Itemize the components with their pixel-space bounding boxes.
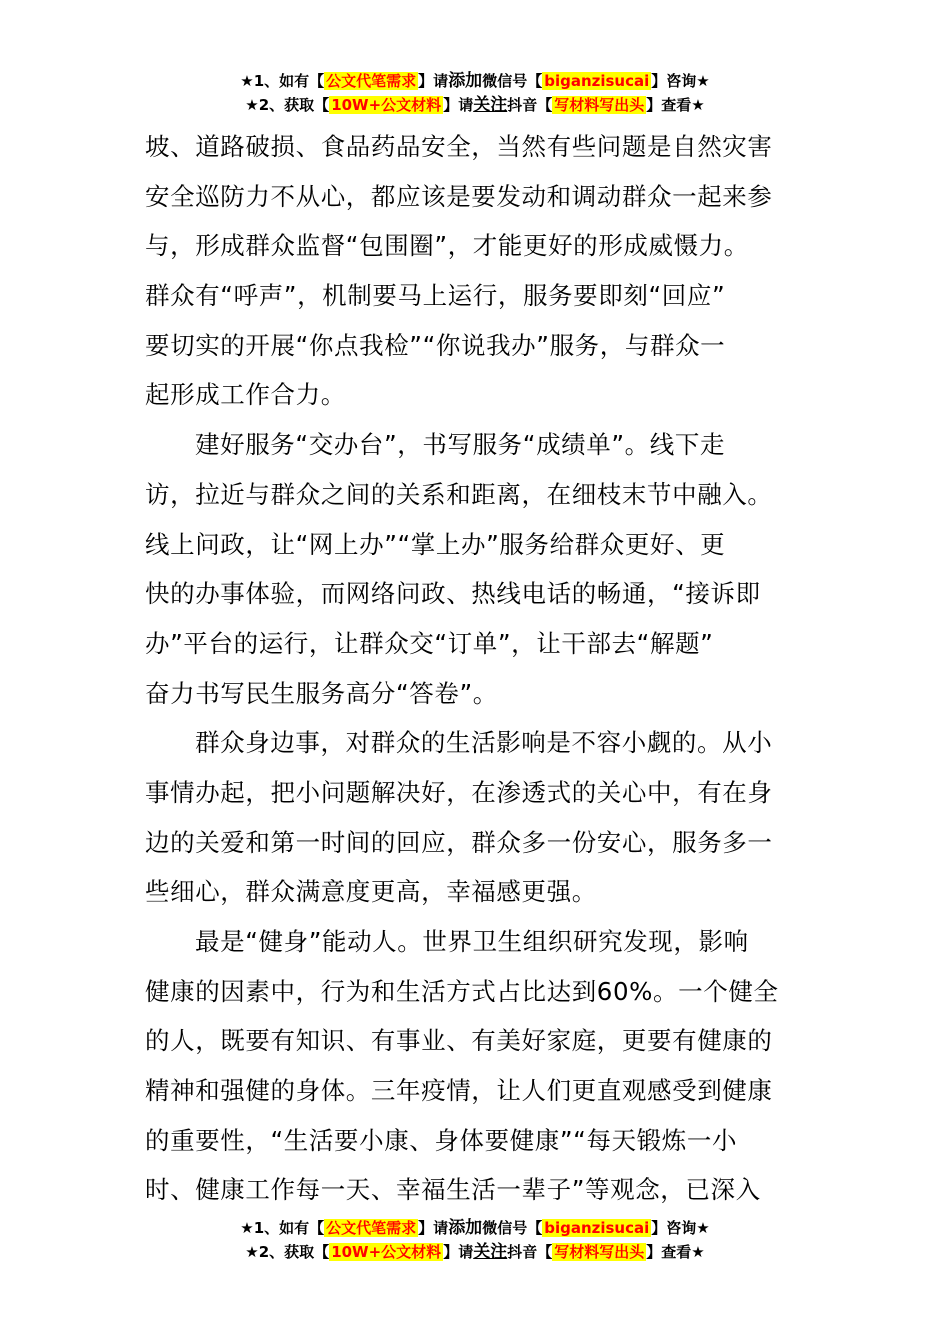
- body-line: 边的关爱和第一时间的回应，群众多一份安心，服务多一: [145, 827, 773, 857]
- banner-highlight-materials: 10W+公文材料: [331, 1243, 442, 1261]
- banner-text: ★1、如有【: [240, 72, 325, 90]
- banner-highlight-service: 公文代笔需求: [326, 72, 417, 90]
- paragraph-start-line: 建好服务“交办台”，书写服务“成绩单”。线下走: [195, 430, 726, 460]
- body-line: 办”平台的运行，让群众交“订单”，让干部去“解题”: [145, 628, 714, 658]
- banner-highlight-douyin-account: 写材料写出头: [554, 1243, 645, 1261]
- banner-emphasis-underlined: 关注: [473, 95, 508, 115]
- paragraph-start-line: 群众身边事，对群众的生活影响是不容小觑的。从小: [195, 728, 773, 758]
- banner-text: 微信号【: [482, 1219, 543, 1237]
- banner-text: 抖音【: [507, 96, 553, 114]
- body-line: 访，拉近与群众之间的关系和距离，在细枝末节中融入。: [145, 479, 773, 509]
- body-line: 要切实的开展“你点我检”“你说我办”服务，与群众一: [145, 330, 726, 360]
- banner-text: ★2、获取【: [245, 1243, 330, 1261]
- banner-text: ★2、获取【: [245, 96, 330, 114]
- banner-highlight-wechat-id: biganzisucai: [544, 72, 650, 90]
- body-line: 与，形成群众监督“包围圈”，才能更好的形成威慑力。: [145, 231, 749, 261]
- banner-text: ★1、如有【: [240, 1219, 325, 1237]
- body-line: 奋力书写民生服务高分“答卷”。: [145, 678, 498, 708]
- banner-text: 】查看★: [646, 1243, 705, 1261]
- banner-emphasis: 添加: [448, 71, 483, 91]
- banner-highlight-wechat-id: biganzisucai: [544, 1219, 650, 1237]
- banner-emphasis-underlined: 关注: [473, 1242, 508, 1262]
- body-line: 群众有“呼声”，机制要马上运行，服务要即刻“回应”: [145, 281, 726, 311]
- paragraph-start-line: 最是“健身”能动人。世界卫生组织研究发现，影响: [195, 927, 749, 956]
- banner-highlight-materials: 10W+公文材料: [331, 96, 442, 114]
- banner-highlight-douyin-account: 写材料写出头: [554, 96, 645, 114]
- body-line: 事情办起，把小问题解决好，在渗透式的关心中，有在身: [145, 777, 773, 807]
- body-line: 起形成工作合力。: [145, 380, 346, 410]
- footer-banner-line-2: [0, 1241, 950, 1265]
- banner-text: 】请: [443, 1243, 474, 1261]
- body-line: 些细心，群众满意度更高，幸福感更强。: [145, 877, 597, 907]
- banner-text: 】请: [418, 72, 449, 90]
- body-line: 的重要性，“生活要小康、身体要健康”“每天锻炼一小: [145, 1125, 738, 1155]
- banner-text: 】请: [443, 96, 474, 114]
- header-banner-line-1: [0, 70, 950, 94]
- header-banner: [0, 70, 950, 118]
- header-banner-line-2: [0, 94, 950, 118]
- banner-highlight-service: 公文代笔需求: [326, 1219, 417, 1237]
- body-line: 坡、道路破损、食品药品安全，当然有些问题是自然灾害: [145, 132, 773, 161]
- body-line: 时、健康工作每一天、幸福生活一辈子”等观念，已深入: [145, 1175, 761, 1205]
- banner-text: 】咨询★: [651, 1219, 710, 1237]
- banner-text: 】咨询★: [651, 72, 710, 90]
- banner-text: 】请: [418, 1219, 449, 1237]
- banner-text: 】查看★: [646, 96, 705, 114]
- footer-banner-line-1: [0, 1217, 950, 1241]
- banner-emphasis: 添加: [448, 1218, 483, 1238]
- body-line: 精神和强健的身体。三年疫情，让人们更直观感受到健康: [145, 1076, 773, 1106]
- banner-text: 抖音【: [507, 1243, 553, 1261]
- body-line: 健康的因素中，行为和生活方式占比达到60%。一个健全: [145, 976, 779, 1006]
- document-body: [145, 122, 810, 1215]
- banner-text: 微信号【: [482, 72, 543, 90]
- body-line: 安全巡防力不从心，都应该是要发动和调动群众一起来参: [145, 181, 773, 211]
- body-line: 线上问政，让“网上办”“掌上办”服务给群众更好、更: [145, 529, 726, 559]
- footer-banner: [0, 1217, 950, 1265]
- body-line: 的人，既要有知识、有事业、有美好家庭，更要有健康的: [145, 1026, 773, 1056]
- body-line: 快的办事体验，而网络问政、热线电话的畅通，“接诉即: [145, 579, 761, 609]
